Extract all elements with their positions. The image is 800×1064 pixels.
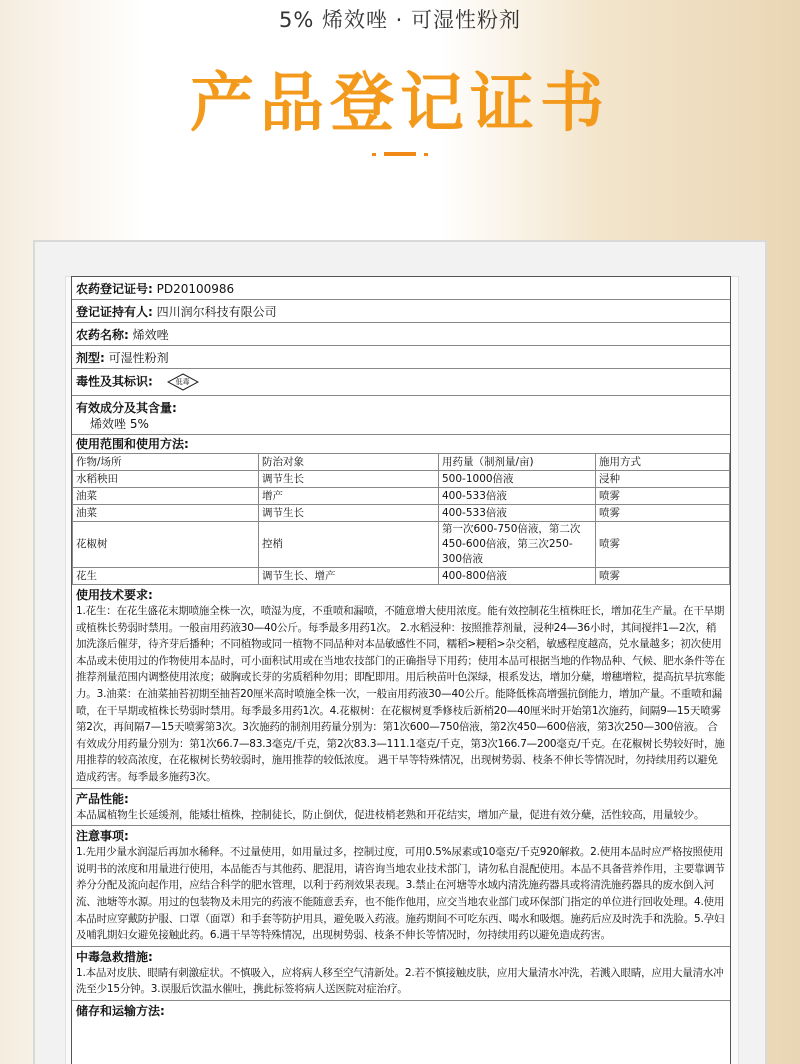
reg-no-label: 农药登记证号:: [76, 282, 153, 296]
tech-section: [72, 585, 730, 789]
product-subtitle: 5% 烯效唑 · 可湿性粉剂: [278, 8, 521, 32]
certificate-document: [71, 276, 731, 1064]
reg-no-value: PD20100986: [156, 282, 235, 296]
table-cell: 400-533倍液: [439, 488, 596, 505]
performance-label: 产品性能:: [76, 791, 129, 806]
form-row: [72, 346, 730, 369]
holder-value: 四川润尔科技有限公司: [156, 305, 277, 319]
table-cell: 喷雾: [596, 522, 730, 568]
caution-text: 1.先用少量水润湿后再加水稀释。不过量使用，如用量过多，控制过度，可用0.5%尿素或10毫克/千克920解救。2.使用本品时应严格按照使用说明书的浓度和用量进行使用，本品能否与其他药、肥混用，请咨询当地农业技术部门，请勿私自混配使用。本品不具备营养作用，主要靠调节养分分配及流向起作用，应结合科学的肥水管理，以利于药剂效果表现。3.禁止在河塘等水域内清洗施药器具或将清洗施药器具的废水倒入河流、池塘等水源。用过的包装物及未用完的药液不能随意丢弃，也不能作他用，应交当地农业部门或环保部门指定的单位进行回收处理。4.使用本品时应穿戴防护服、口罩（面罩）和手套等防护用具，避免吸入药液。施药期间不可吃东西、喝水和吸烟。施药后应及时洗手和洗脸。5.孕妇及哺乳期妇女避免接触此药。6.遇干旱等特殊情况，出现树势弱、枝条不伸长等情况时，勿持续用药以避免造成药害。: [76, 846, 725, 942]
usage-header-cell: 作物/场所: [73, 454, 259, 471]
storage-label: 储存和运输方法:: [76, 1003, 165, 1018]
table-row: [73, 488, 730, 505]
table-cell: 油菜: [73, 505, 259, 522]
table-cell: 花生: [73, 568, 259, 585]
header-banner: [0, 0, 800, 240]
table-cell: 花椒树: [73, 522, 259, 568]
table-row: [73, 471, 730, 488]
table-row: [73, 505, 730, 522]
table-cell: 控梢: [259, 522, 439, 568]
ingredient-value: 烯效唑 5%: [90, 417, 149, 431]
name-label: 农药名称:: [76, 328, 129, 342]
ingredient-label: 有效成分及其含量:: [76, 401, 177, 415]
first-aid-label: 中毒急救措施:: [76, 949, 153, 964]
table-cell: 油菜: [73, 488, 259, 505]
toxicity-row: [72, 369, 730, 396]
table-row: [73, 522, 730, 568]
usage-table: [72, 453, 730, 585]
table-cell: 调节生长: [259, 471, 439, 488]
holder-label: 登记证持有人:: [76, 305, 153, 319]
table-cell: 喷雾: [596, 568, 730, 585]
table-cell: 喷雾: [596, 488, 730, 505]
decorative-divider: [372, 148, 428, 160]
table-cell: 喷雾: [596, 505, 730, 522]
name-row: [72, 323, 730, 346]
table-cell: 第一次600-750倍液，第二次450-600倍液，第三次250-300倍液: [439, 522, 596, 568]
usage-header-cell: 防治对象: [259, 454, 439, 471]
form-value: 可湿性粉剂: [108, 351, 169, 365]
toxicity-label: 毒性及其标识:: [76, 374, 153, 389]
first-aid-section: [72, 947, 730, 1001]
reg-no-row: [72, 277, 730, 300]
usage-section: [72, 435, 730, 453]
name-value: 烯效唑: [132, 328, 169, 342]
usage-header-cell: 用药量（制剂量/亩): [439, 454, 596, 471]
first-aid-text: 1.本品对皮肤、眼睛有刺激症状。不慎吸入，应将病人移至空气清新处。2.若不慎接触皮肤，应用大量清水冲洗，若溅入眼睛，应用大量清水冲洗至少15分钟。3.误服后饮温水催吐，携此标签将病人送医院对症治疗。: [76, 966, 724, 996]
usage-header-row: [73, 454, 730, 471]
table-cell: 调节生长、增产: [259, 568, 439, 585]
table-row: [73, 568, 730, 585]
table-cell: 增产: [259, 488, 439, 505]
usage-label: 使用范围和使用方法:: [76, 437, 189, 451]
page-title: 产品登记证书: [190, 67, 610, 141]
usage-header-cell: 施用方式: [596, 454, 730, 471]
table-cell: 400-533倍液: [439, 505, 596, 522]
table-cell: 400-800倍液: [439, 568, 596, 585]
holder-row: [72, 300, 730, 323]
table-cell: 调节生长: [259, 505, 439, 522]
table-cell: 水稻秧田: [73, 471, 259, 488]
table-cell: 浸种: [596, 471, 730, 488]
ingredient-row: [72, 396, 730, 435]
performance-section: [72, 789, 730, 827]
tech-label: 使用技术要求:: [76, 588, 153, 602]
caution-section: [72, 826, 730, 947]
table-cell: 500-1000倍液: [439, 471, 596, 488]
storage-section: [72, 1001, 730, 1022]
caution-label: 注意事项:: [76, 829, 129, 844]
low-toxicity-diamond-icon: [167, 373, 199, 391]
form-label: 剂型:: [76, 351, 105, 365]
performance-text: 本品属植物生长延缓剂，能矮壮植株，控制徒长，防止倒伏，促进枝梢老熟和开花结实，增加产量，促进有效分蘖，活性较高，用量较少。: [76, 808, 705, 821]
tech-text: 1.花生：在花生盛花末期喷施全株一次，喷湿为度，不重喷和漏喷，不随意增大使用浓度。能有效控制花生植株旺长，增加花生产量。在干旱期或植株长势弱时禁用。一般亩用药液30—40公斤。每季最多用药1次。 2.水稻浸种：按照推荐剂量，浸种24—36小时，其间搅拌1—2次，稍加洗涤后催芽，待齐芽后播种；不同植物或同一植物不同品种对本品敏感性不同，糯稻>粳稻>杂交稻，敏感程度越高，兑水量越多；初次使用本品或未使用过的作物使用本品时，可小面积试用或在当地农技部门的正确指导下用药；使用本品可根据当地的作物品种、气候、肥水条件等在推荐剂量范围内调整使用浓度；破胸或长芽的劣质稻种勿用；即配即用。用后秧苗叶色深绿，根系发达，增加分蘖，增穗增粒，提高抗旱抗寒能力。3.油菜：在油菜抽苔初期至抽苔20厘米高时喷施全株一次，一般亩用药液30—40公斤。能降低株高增强抗倒能力，增加产量。不重喷和漏喷，在干旱期或植株长势弱时禁用。每季最多用药1次。4.花椒树：在花椒树夏季修枝后新梢20—40厘米时开始第1次施药，间隔9—15天喷雾第2次，再间隔7—15天喷雾第3次。3次施药的制剂用药量分别为：第1次600—750倍液，第2次450—600倍液，第3次250—300倍液。 合有效成分用药量分别为：第1次66.7—83.3毫克/千克，第2次83.3—111.1毫克/千克，第3次166.7—200毫克/千克。在花椒树长势较好时，施用推荐的较高浓度，在花椒树长势较弱时，施用推荐的较低浓度。 遇干旱等特殊情况，出现树势弱、枝条不伸长等情况时，勿持续用药以避免造成药害。每季最多施药3次。: [76, 605, 725, 783]
toxicity-badge-text: 低毒: [175, 378, 190, 386]
